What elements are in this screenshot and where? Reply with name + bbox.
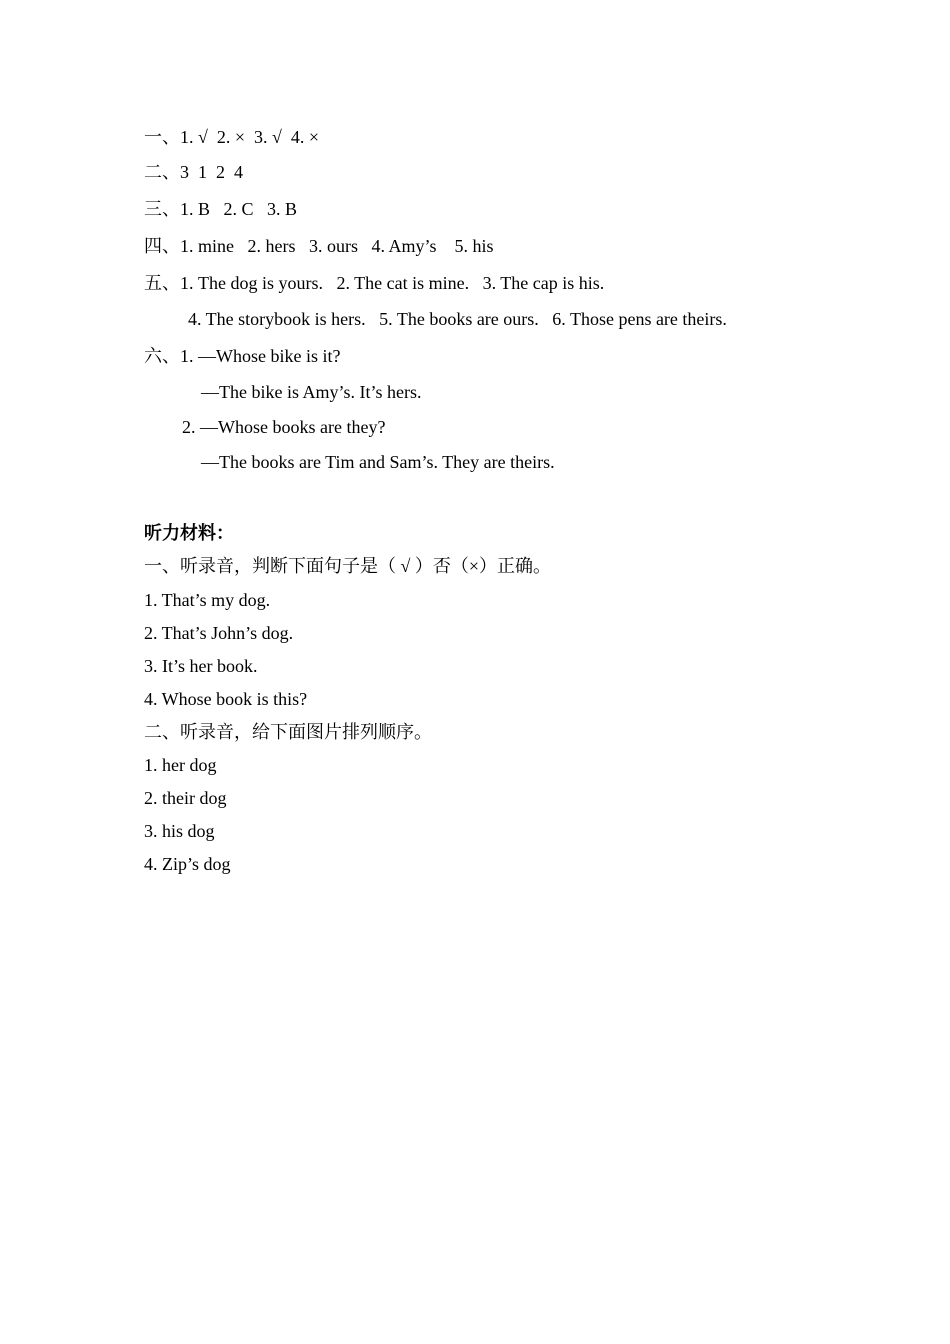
listening-item: 4. Zip’s dog xyxy=(144,854,231,874)
answer-line-6-reply-2: —The books are Tim and Sam’s. They are theirs. xyxy=(201,452,555,472)
answer-line-2: 二、3 1 2 4 xyxy=(144,162,243,182)
listening-item: 4. Whose book is this? xyxy=(144,689,308,709)
answer-line-5-cont: 4. The storybook is hers. 5. The books are ours. 6. Those pens are theirs. xyxy=(188,309,727,329)
answer-line-3: 三、1. B 2. C 3. B xyxy=(144,199,298,219)
listening-item: 2. That’s John’s dog. xyxy=(144,623,294,643)
answer-line-4: 四、1. mine 2. hers 3. ours 4. Amy’s 5. his xyxy=(144,236,494,256)
answer-line-5: 五、1. The dog is yours. 2. The cat is mine. 3. The cap is his. xyxy=(144,273,605,293)
answer-line-6: 六、1. —Whose bike is it? xyxy=(144,346,341,366)
listening-section-2-title: 二、听录音，给下面图片排列顺序。 xyxy=(144,722,432,742)
answer-line-6-reply-1: —The bike is Amy’s. It’s hers. xyxy=(201,382,422,402)
listening-section-1-title: 一、听录音，判断下面句子是（ √ ）否（×）正确。 xyxy=(144,556,552,576)
listening-heading: 听力材料： xyxy=(144,523,234,543)
answer-line-1: 一、1. √ 2. × 3. √ 4. × xyxy=(144,127,320,147)
listening-item: 1. That’s my dog. xyxy=(144,590,271,610)
listening-item: 3. his dog xyxy=(144,821,215,841)
answer-line-6-item-2: 2. —Whose books are they? xyxy=(182,417,386,437)
listening-item: 3. It’s her book. xyxy=(144,656,258,676)
listening-item: 1. her dog xyxy=(144,755,217,775)
listening-item: 2. their dog xyxy=(144,788,227,808)
